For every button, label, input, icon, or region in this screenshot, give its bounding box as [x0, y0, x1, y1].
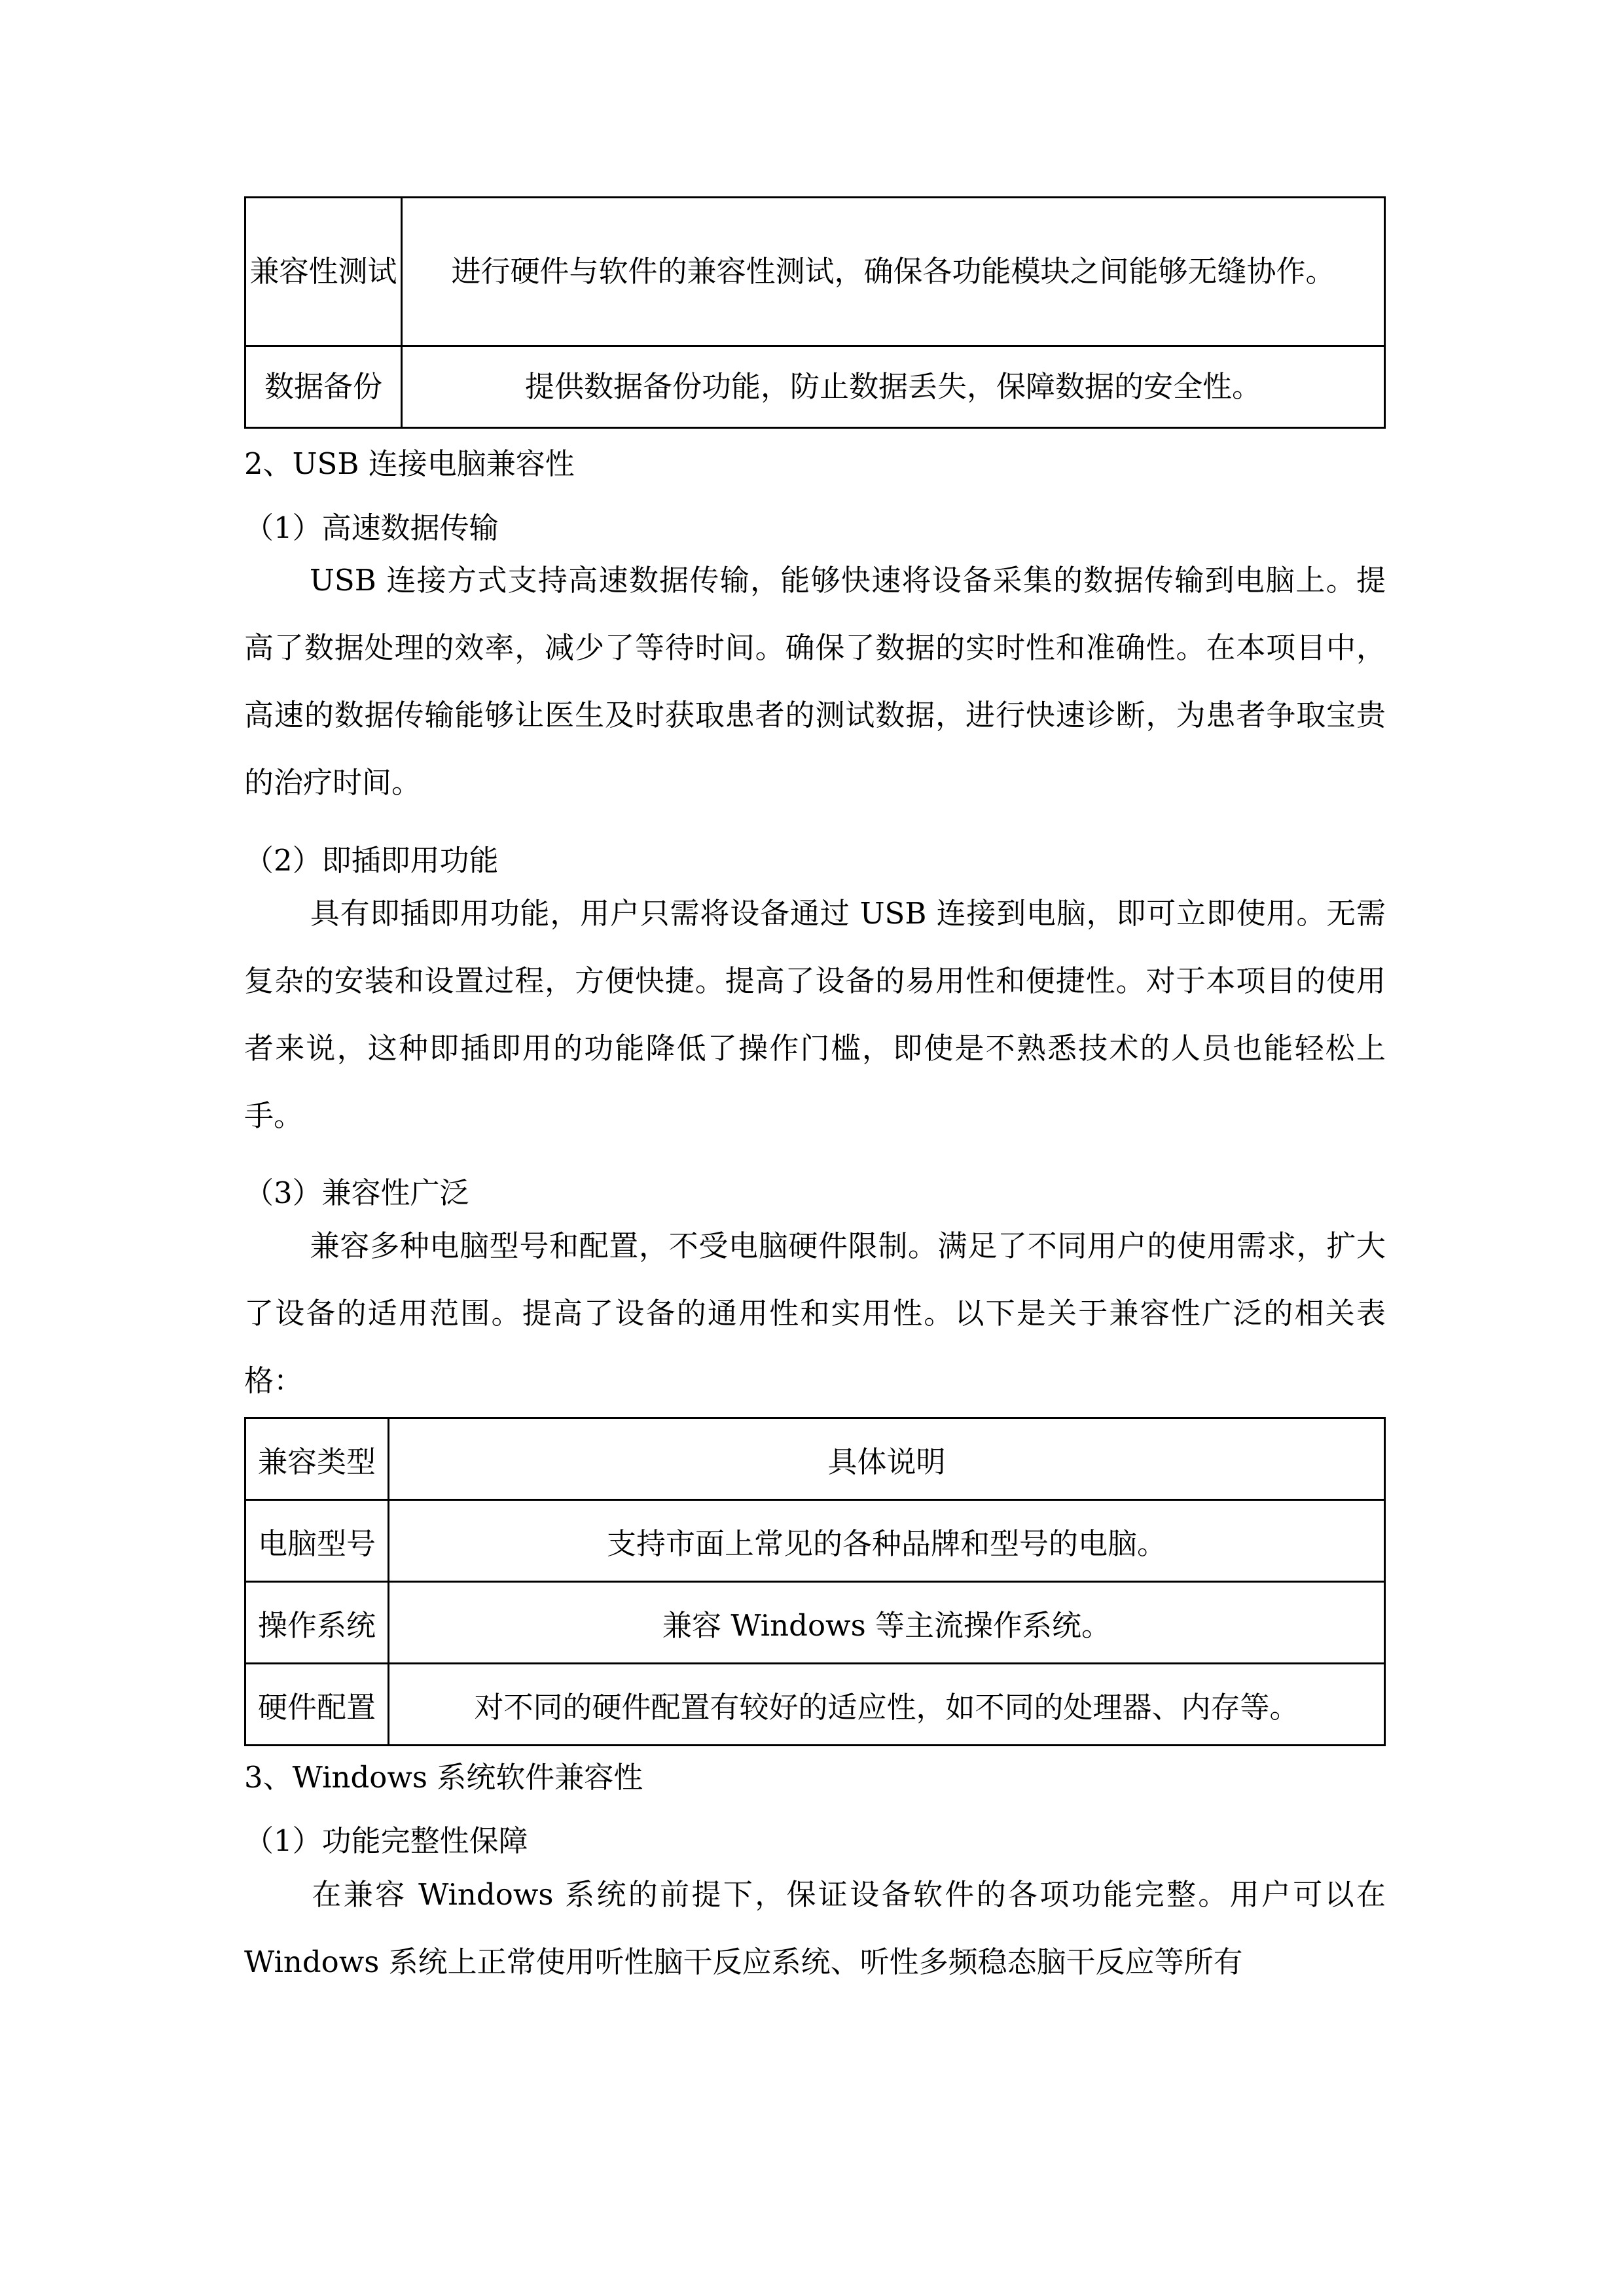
table-cell-desc: 提供数据备份功能，防止数据丢失，保障数据的安全性。: [402, 346, 1385, 428]
table-header-row: [245, 1418, 1385, 1500]
table-cell-type: 电脑型号: [245, 1500, 389, 1582]
table-cell-desc: 进行硬件与软件的兼容性测试，确保各功能模块之间能够无缝协作。: [402, 198, 1385, 346]
section-2-3-paragraph: [244, 1212, 1386, 1414]
paragraph-text: 兼容多种电脑型号和配置，不受电脑硬件限制。满足了不同用户的使用需求，扩大了设备的适用范围。提高了设备的通用性和实用性。以下是关于兼容性广泛的相关表格：: [244, 1229, 1386, 1398]
section-2-1-heading: （1）高速数据传输: [244, 511, 499, 545]
section-2-2-paragraph: [244, 880, 1386, 1149]
table-row: [245, 1582, 1385, 1664]
table-row: [245, 198, 1385, 346]
table-cell-desc: 支持市面上常见的各种品牌和型号的电脑。: [389, 1500, 1385, 1582]
table-row: [245, 1500, 1385, 1582]
section-3-heading: 3、Windows 系统软件兼容性: [244, 1760, 643, 1795]
table-cell-label: 兼容性测试: [245, 198, 402, 346]
table-cell-label: 数据备份: [245, 346, 402, 428]
paragraph-text: 在兼容 Windows 系统的前提下，保证设备软件的各项功能完整。用户可以在 Windows 系统上正常使用听性脑干反应系统、听性多频稳态脑干反应等所有: [244, 1877, 1386, 1979]
section-2-heading: 2、USB 连接电脑兼容性: [244, 446, 575, 481]
table-row: [245, 1664, 1385, 1746]
test-features-table: [244, 196, 1386, 429]
table-cell-type: 硬件配置: [245, 1664, 389, 1746]
table-cell-type: 操作系统: [245, 1582, 389, 1664]
section-2-3-heading: （3）兼容性广泛: [244, 1175, 469, 1210]
paragraph-text: USB 连接方式支持高速数据传输，能够快速将设备采集的数据传输到电脑上。提高了数据处理的效率，减少了等待时间。确保了数据的实时性和准确性。在本项目中，高速的数据传输能够让医生及时获取患者的测试数据，进行快速诊断，为患者争取宝贵的治疗时间。: [244, 563, 1386, 800]
table-header-type: 兼容类型: [245, 1418, 389, 1500]
section-2-1-paragraph: [244, 547, 1386, 816]
paragraph-text: 具有即插即用功能，用户只需将设备通过 USB 连接到电脑，即可立即使用。无需复杂的安装和设置过程，方便快捷。提高了设备的易用性和便捷性。对于本项目的使用者来说，这种即插即用的功能降低了操作门槛，即使是不熟悉技术的人员也能轻松上手。: [244, 896, 1386, 1133]
section-3-1-paragraph: [244, 1861, 1386, 1996]
compatibility-table: [244, 1417, 1386, 1746]
table-row: [245, 346, 1385, 428]
table-header-desc: 具体说明: [389, 1418, 1385, 1500]
table-cell-desc: 兼容 Windows 等主流操作系统。: [389, 1582, 1385, 1664]
table-cell-desc: 对不同的硬件配置有较好的适应性，如不同的处理器、内存等。: [389, 1664, 1385, 1746]
section-3-1-heading: （1）功能完整性保障: [244, 1823, 528, 1858]
section-2-2-heading: （2）即插即用功能: [244, 843, 499, 878]
